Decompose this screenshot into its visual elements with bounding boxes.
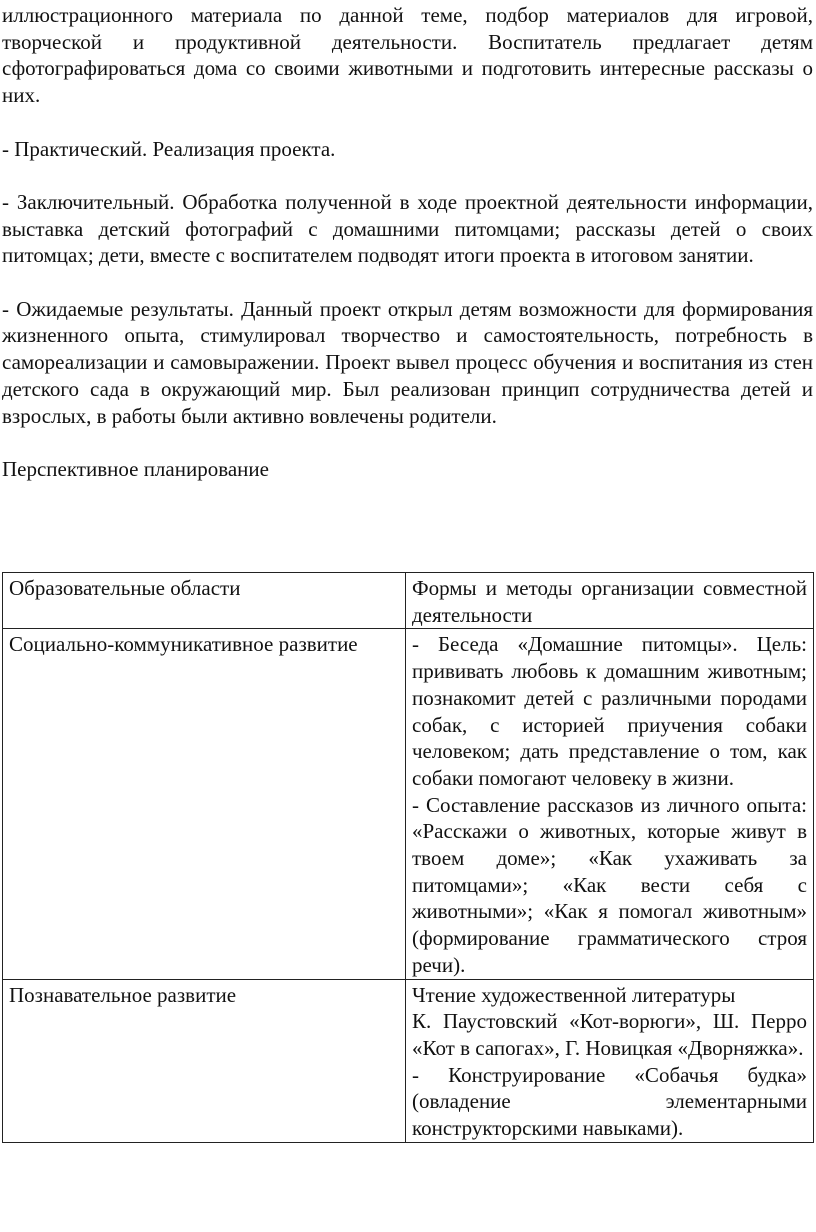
method-item: - Составление рассказов из личного опыта: «Расскажи о животных, которые живут в твоем доме»; «Как ухаживать за питомцами»; «Как вести себя с животными»; «Как я помогал животным» (формирование грамматического строя речи).	[412, 792, 807, 977]
method-item: - Беседа «Домашние питомцы». Цель: прививать любовь к домашним животным; познакомит детей с различными породами собак, с историей приучения собаки человеком; дать представление о том, как собаки помогают человеку в жизни.	[412, 632, 807, 790]
paragraph-expected-results: - Ожидаемые результаты. Данный проект открыл детям возможности для формирования жизненного опыта, стимулировал творчество и самостоятельность, потребность в самореализации и самовыражении. Проект вывел процесс обучения и воспитания из стен детского сада в окружающий мир. Был реализован принцип сотрудничества детей и взрослых, в работы были активно вовлечены родители.	[2, 296, 813, 428]
paragraph-preparatory-continuation: иллюстрационного материала по данной теме, подбор материалов для игровой, творческой и продуктивной деятельности. Воспитатель предлагает детям сфотографироваться дома со своими животными и подготовить интересные рассказы о них.	[2, 3, 813, 108]
table-row	[3, 629, 814, 979]
area-cell: Социально-коммуникативное развитие	[3, 629, 406, 979]
header-cell-methods: Формы и методы организации совместной деятельности	[406, 573, 814, 629]
method-item: К. Паустовский «Кот-ворюги», Ш. Перро «Кот в сапогах», Г. Новицкая «Дворняжка».	[412, 1009, 807, 1060]
methods-cell	[406, 979, 814, 1142]
planning-table	[2, 572, 814, 1143]
methods-cell	[406, 629, 814, 979]
area-cell: Познавательное развитие	[3, 979, 406, 1142]
method-item: - Конструирование «Собачья будка» (овладение элементарными конструкторскими навыками).	[412, 1062, 807, 1141]
paragraph-final-stage: - Заключительный. Обработка полученной в ходе проектной деятельности информации, выставка детский фотографий с домашними питомцами; рассказы детей о своих питомцах; дети, вместе с воспитателем подводят итоги проекта в итоговом занятии.	[2, 189, 813, 268]
section-heading-planning: Перспективное планирование	[2, 456, 269, 481]
table-header-row	[3, 573, 814, 629]
paragraph-practical-stage: - Практический. Реализация проекта.	[2, 136, 336, 161]
method-item: Чтение художественной литературы	[412, 982, 736, 1007]
table-row	[3, 979, 814, 1142]
header-cell-areas: Образовательные области	[3, 573, 406, 629]
